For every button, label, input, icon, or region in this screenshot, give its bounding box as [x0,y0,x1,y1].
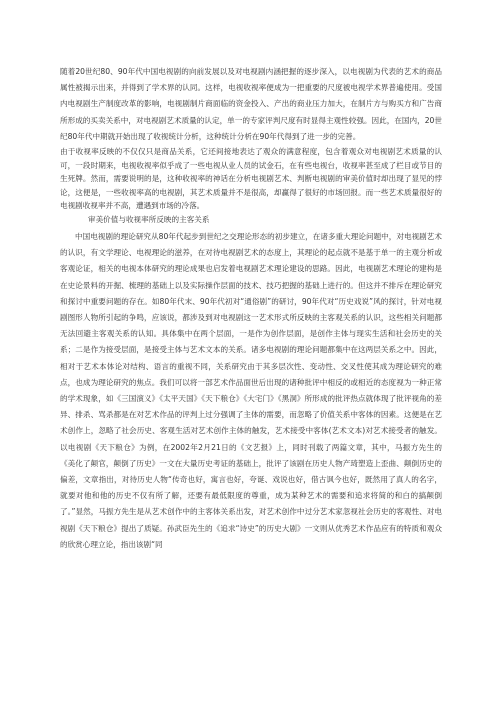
paragraph-body: 中国电视剧的理论研究从80年代起步到世纪之交理论形态的初步建立，在诸多重大理论问题中，对电视剧艺术的认识，有文学理论、电视理论的滋养，在对待电视剧艺术的态度上，其理论的起点就不是基于单一的主观分析或客观论证，相关的电视本体研究的理论成果也启发着电视剧艺术理论建设的思路。因此，电视剧艺术理论的建构是在史论景料的开掘、梳理的基础上以及实际操作层面的技术、技巧把握的基础上进行的。但这并不排斥在理论研究和探讨中重要问题的存在。如80年代末、90年代初对“通俗剧”的研讨，90年代对“历史戏说”风的探讨，针对电视剧图形人物所引起的争鸣，应该说，都涉及到对电视剧这一艺术形式所反映的主客观关系的认识，这些相关问题都无法回避主客观关系的认知。具体集中在两个层面，一是作为创作层面，是创作主体与现实生活和社会历史的关系；二是作为接受层面，是接受主体与艺术文本的关系。诸多电视剧的理论问题都集中在这两层关系之中。因此，相对于艺术本体论对结构、语言的重视不同，关系研究由于其多层次性、变动性、交叉性使其成为理论研究的难点，也成为理论研究的焦点。我们可以将一部艺术作品面世后出现的诸种批评中相反的或相近的态度视为一种正常的学术现象，如《三国演义》《太平天国》《天下粮仓》《大宅门》《黑洞》所形成的批评热点就体现了批评视角的差异、排杀、骂杀都是在对艺术作品的评判上过分强调了主体的需要，而忽略了价值关系中客体的因素。这便是在艺术创作上，忽略了社会历史、客观生活对艺术创作主体的触发，艺术接受中客体(艺术文本)对艺术接受者的触发。以电视剧《天下粮仓》为例，在2002年2月21日的《文艺报》上，同时刊载了两篇文章，其中，马振方先生的《美化了颠官，颠倒了历史》一文在大量历史考证的基础上，批评了该剧在历史人物产琦塑造上歪曲、颠倒历史的偏差，文章指出，对待历史人物“传奇也好，寓言也好，夸诞、戏说也好，借古讽今也好，既然用了真人的名字，就要对他和他的历史不仅有所了解，还要有最低限度的尊重，成为某种艺术的需要和追求将简的和白的搞颠倒了。”显然，马振方先生是从艺术创作中的主客体关系出发，对艺术创作中过分艺术家忽视社会历史的客观性、对电视剧《天下粮仓》提出了质疑。孙武臣先生的《追求“诗史”的历史大剧》一文则从优秀艺术作品应有的特质和观众的欣赏心理立论，指出该剧“同 [60,231,442,549]
section-heading: 审美价值与收视率所反映的主客关系 [88,214,210,224]
paragraph-ratings: 由于收视率反映的不仅仅只是商品关系，它还间接地表达了观众的满意程度，包含着观众对电视剧艺术质量的认可，一段时期来，电视收视率似乎成了一些电视从业人员的试金石，在有些电视台，收视率甚至成了栏目或节目的生死牌。然而，需要说明的是，这种收视率的神话在分析电视剧艺术、判断电视剧的审美价值时却出现了显见的悖论，这便是，一些收视率高的电视剧，其艺术质量并不是很高，却赢得了很好的市场回报。而一些艺术质量很好的电视剧收视率并不高，遭遇到市场的冷落。 [60,147,442,211]
paragraph-intro: 随着20世纪80、90年代中国电视剧的向前发展以及对电视剧内涵把握的逐步深入，以电视剧为代表的艺术的商品属性被揭示出来，并得到了学术界的认同。这样，电视收视率便成为一把重要的尺度被电视学术界普遍使用。受国内电视剧生产制度改革的影响，电视剧制片商面临的资金投入、产出的商业压力加大，在制片方与购买方和广告商所形成的买卖关系中，对电视剧艺术质量的认定，单一的专家评判尺度有时显得主观性较强。因此，在国内，20世纪80年代中期就开始出现了收视统计分析，这种统计分析在90年代得到了进一步的完善。 [60,67,442,141]
